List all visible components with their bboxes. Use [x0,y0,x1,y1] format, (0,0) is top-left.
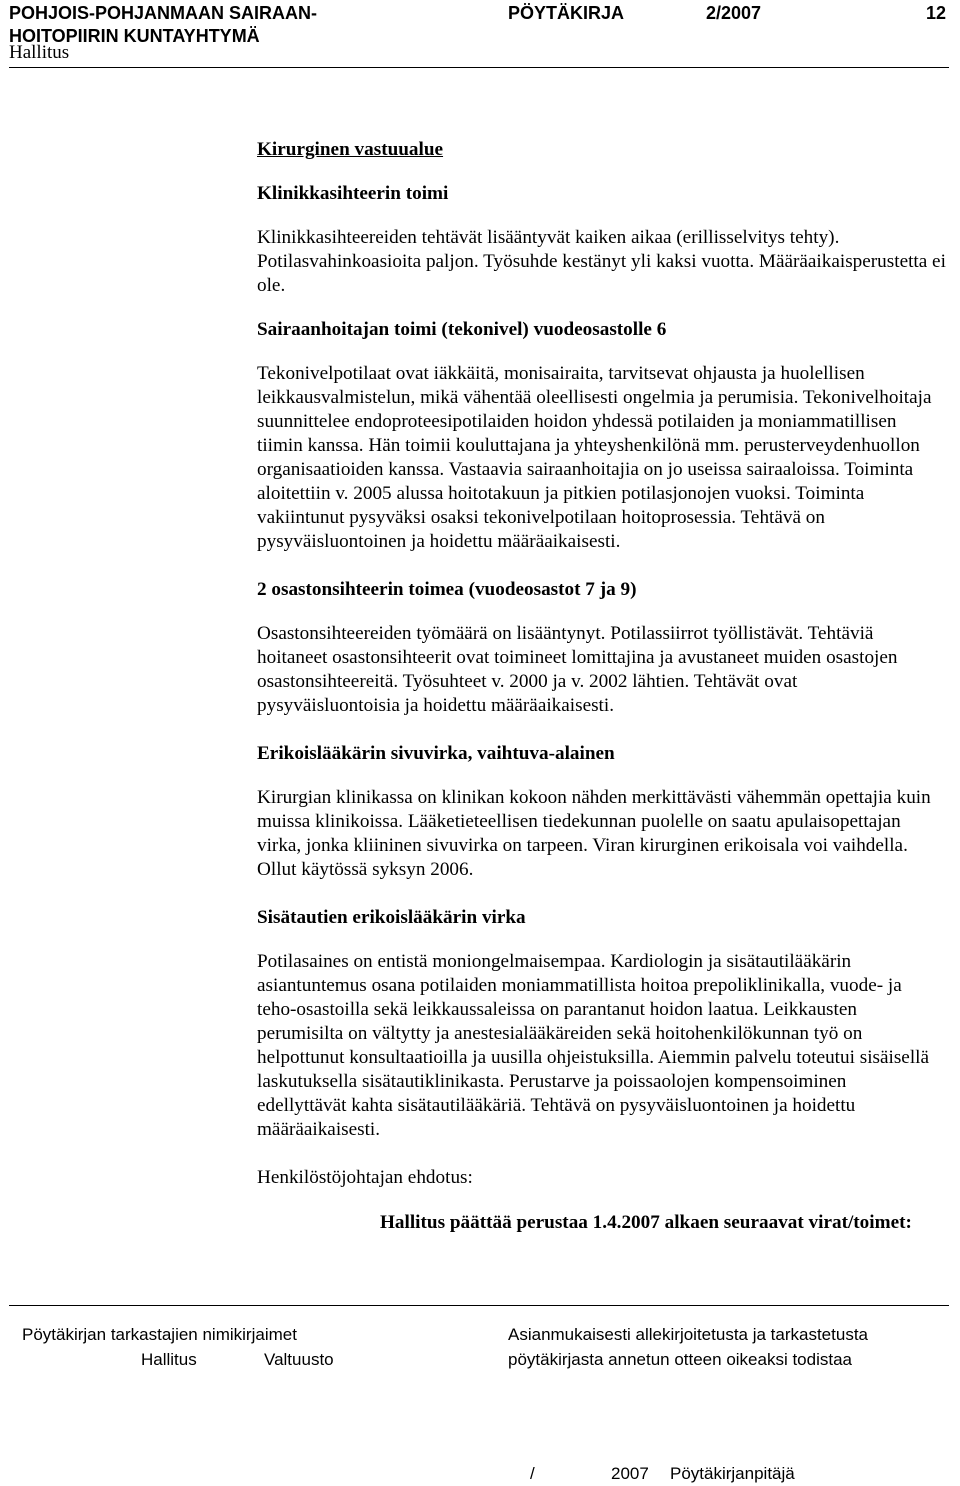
section-title: Kirurginen vastuualue [257,139,444,160]
minutes-keeper-label: Pöytäkirjanpitäjä [670,1464,795,1483]
proposal-label: Henkilöstöjohtajan ehdotus: [257,1167,473,1188]
block-heading: Sisätautien erikoislääkärin virka [257,907,526,928]
block-paragraph: Klinikkasihteereiden tehtävät lisääntyvät kaiken aikaa (erillisselvitys tehty). Potilasvahinkoasioita paljon. Työsuhde kestänyt yli kaksi vuotta. Määräaikaisperustetta ei ole. [257,227,946,296]
initials-label: Pöytäkirjan tarkastajien nimikirjaimet [22,1325,297,1344]
document-type: PÖYTÄKIRJA [508,3,625,23]
block-heading: Sairaanhoitajan toimi (tekonivel) vuodeosastolle 6 [257,319,667,340]
block-paragraph: Tekonivelpotilaat ovat iäkkäitä, monisairaita, tarvitsevat ohjausta ja huolellisen leikkausvalmistelun, mikä vähentää oleellisesti ongelmia ja perumisia. Tekonivelhoitaja suunnittelee endoproteesipotilaiden hoidon yhdessä potilaiden ja moniammatillisen tiimin kanssa. Hän toimii kouluttajana ja yhteyshenkilönä mm. perusterveydenhuollon organisaatioiden kanssa. Vastaavia sairaanhoitajia on jo useissa sairaaloissa. Toiminta aloitettiin v. 2005 alussa hoitotakuun ja pitkien potilasjonojen vuoksi. Toiminta vakiintunut pysyväksi osaksi tekonivelpotilaan hoitoprosessia. Tehtävä on pysyväisluontoinen ja hoidettu määräaikaisesti. [257,363,932,552]
block-heading: 2 osastonsihteerin toimea (vuodeosastot 7 ja 9) [257,579,637,600]
block-heading: Erikoislääkärin sivuvirka, vaihtuva-alainen [257,743,615,764]
organization-name-line2: HOITOPIIRIN KUNTAYHTYMÄ [9,26,260,46]
initials-board: Hallitus [141,1350,197,1369]
governing-body: Hallitus [9,42,70,63]
block-heading: Klinikkasihteerin toimi [257,183,449,204]
block-paragraph: Osastonsihteereiden työmäärä on lisääntynyt. Potilassiirrot työllistävät. Tehtäviä hoitaneet osastonsihteerit ovat toimineet lomittajina ja avustaneet muiden osastojen osastonsihteereitä. Työsuhteet v. 2000 ja v. 2002 lähtien. Tehtävät ovat pysyväisluontoisia ja hoidettu määräaikaisesti. [257,623,898,716]
certification-line2: pöytäkirjasta annetun otteen oikeaksi todistaa [508,1350,853,1369]
block-paragraph: Potilasaines on entistä moniongelmaisempaa. Kardiologin ja sisätautilääkärin asiantuntemus osana potilaiden moniammatillista hoitoa prepoliklinikalla, vuode- ja teho-osastoilla sekä leikkaussaleissa on parantanut hoidon laatua. Leikkausten perumisilta on vältytty ja anestesialääkäreiden sekä hoitohenkilökunnan työ on helpottunut konsultaatioilla ja uusilla ohjeistuksilla. Aiemmin palvelu toteutui sisäisellä laskutuksella sisätautiklinikasta. Perustarve ja poissaolojen kompensoiminen edellyttävät kahta sisätautilääkäriä. Tehtävä on pysyväisluontoinen ja hoidettu määräaikaisesti. [257,951,930,1140]
board-decision: Hallitus päättää perustaa 1.4.2007 alkaen seuraavat virat/toimet: [380,1212,912,1233]
date-year: 2007 [611,1464,649,1483]
certification-line1: Asianmukaisesti allekirjoitetusta ja tarkastetusta [508,1325,868,1344]
initials-council: Valtuusto [264,1350,334,1369]
organization-name-line1: POHJOIS-POHJANMAAN SAIRAAN- [9,3,318,23]
footer-divider [9,1305,949,1306]
date-separator: / [530,1464,535,1483]
page-number: 12 [925,3,946,23]
page-header [0,0,960,96]
header-divider [9,67,949,68]
document-body [257,138,946,1190]
document-number: 2/2007 [706,3,762,23]
block-paragraph: Kirurgian klinikassa on klinikan kokoon nähden merkittävästi vähemmän opettajia kuin muissa klinikoissa. Lääketieteellisen tiedekunnan puolelle on saatu apulaisopettajan virka, jonka kliininen sivuvirka on tarpeen. Viran kirurginen erikoisala voi vaihdella. Ollut käytössä syksyn 2006. [257,787,931,880]
